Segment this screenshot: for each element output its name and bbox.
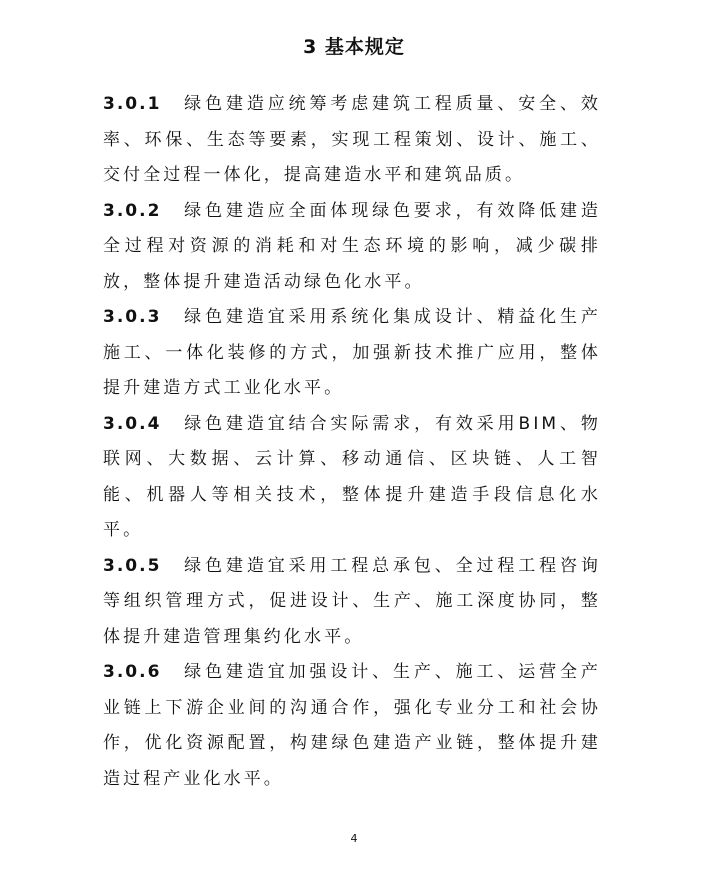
clause-number: 3.0.3 <box>103 307 162 327</box>
clause-text: 绿色建造宜采用工程总承包、全过程工程咨询等组织管理方式，促进设计、生产、施工深度协同，整体提升建造管理集约化水平。 <box>103 555 601 647</box>
page-number: 4 <box>350 832 358 845</box>
clause-3-0-1 <box>103 87 601 194</box>
clause-text: 绿色建造宜加强设计、生产、施工、运营全产业链上下游企业间的沟通合作，强化专业分工和社会协作，优化资源配置，构建绿色建造产业链，整体提升建造过程产业化水平。 <box>103 662 601 789</box>
clause-number: 3.0.2 <box>103 200 162 221</box>
clause-3-0-2 <box>103 194 601 301</box>
clause-3-0-5 <box>103 549 601 656</box>
page-title: 3 基本规定 <box>303 36 405 58</box>
clause-3-0-4 <box>103 407 601 549</box>
clause-3-0-6 <box>103 655 601 797</box>
clause-text: 绿色建造应全面体现绿色要求，有效降低建造全过程对资源的消耗和对生态环境的影响，减少碳排放，整体提升建造活动绿色化水平。 <box>103 200 601 292</box>
clause-text: 绿色建造宜结合实际需求，有效采用BIM、物联网、大数据、云计算、移动通信、区块链、人工智能、机器人等相关技术，整体提升建造手段信息化水平。 <box>103 413 601 540</box>
clause-number: 3.0.5 <box>103 555 162 576</box>
clause-3-0-3 <box>103 300 601 407</box>
clause-number: 3.0.4 <box>103 413 162 434</box>
clause-number: 3.0.6 <box>103 662 162 682</box>
clause-text: 绿色建造应统筹考虑建筑工程质量、安全、效率、环保、生态等要素，实现工程策划、设计、施工、交付全过程一体化，提高建造水平和建筑品质。 <box>103 94 601 185</box>
clause-list <box>103 87 601 797</box>
clause-text: 绿色建造宜采用系统化集成设计、精益化生产施工、一体化装修的方式，加强新技术推广应用，整体提升建造方式工业化水平。 <box>103 307 601 398</box>
clause-number: 3.0.1 <box>103 94 162 114</box>
